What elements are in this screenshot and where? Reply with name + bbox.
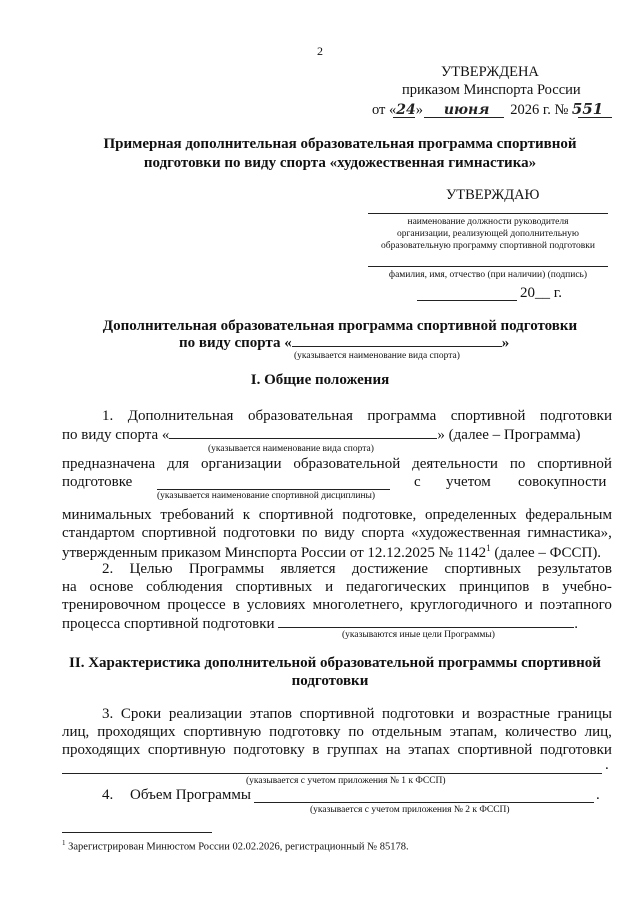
word: принципов <box>459 579 530 595</box>
approval-month: июня <box>443 102 490 118</box>
word: предназначена <box>62 456 156 472</box>
word: подготовки <box>539 742 612 758</box>
word: группах <box>327 742 379 758</box>
p1-line2 <box>62 426 581 444</box>
footnote-mark: 1 <box>62 839 66 847</box>
approval-date-mid: » <box>415 102 424 118</box>
approval-day: 24 <box>396 102 416 118</box>
position-caption-3: образовательную программу спортивной подготовки <box>380 241 595 251</box>
word: спортивную <box>147 742 226 758</box>
p1-line2-prefix: по виду спорта « <box>62 427 170 443</box>
sport-name-blank <box>292 334 502 347</box>
p1-line7-end: (далее – ФССП). <box>490 545 602 561</box>
word: подготовку <box>269 724 341 740</box>
p1-line7 <box>62 543 601 562</box>
goals-blank <box>278 615 574 628</box>
word: этапов <box>249 706 293 722</box>
p1-line4-start: подготовке <box>62 474 133 490</box>
approval-by: приказом Минспорта России <box>402 82 581 98</box>
word: подготовки <box>539 408 612 424</box>
word: по <box>509 456 526 472</box>
word: возрастные <box>477 706 550 722</box>
p1-caption2: (указывается наименование спортивной дисциплины) <box>157 491 376 501</box>
p2-line4-prefix: процесса спортивной подготовки <box>62 616 275 632</box>
word: и <box>325 579 334 595</box>
word: на <box>385 742 401 758</box>
word: образовательной <box>293 456 401 472</box>
word: подготовки <box>223 525 296 541</box>
approval-date-suffix: 2026 г. № <box>510 102 569 118</box>
program-title-caption: (указывается наименование вида спорта) <box>294 351 460 361</box>
volume-blank <box>254 802 594 803</box>
word: на <box>62 579 77 595</box>
footnote-ref[interactable]: 1 <box>486 543 491 553</box>
year-text: 20__ г. <box>520 285 562 301</box>
word: спортивной <box>457 742 533 758</box>
p1-line2-suffix: » (далее – Программа) <box>437 427 581 443</box>
p1-caption1: (указывается наименование вида спорта) <box>208 444 374 454</box>
word: лиц, <box>62 724 90 740</box>
word: спортивную <box>183 724 262 740</box>
p1-line1 <box>102 408 612 425</box>
p1-line5 <box>62 507 612 524</box>
word: «художественная <box>411 525 521 541</box>
number-underline <box>578 117 612 118</box>
p4-number: 4. <box>102 787 114 803</box>
footnote-separator <box>62 832 212 833</box>
p1-line6 <box>62 525 612 542</box>
p2-line4-suffix: . <box>574 616 579 632</box>
word: и <box>524 597 533 613</box>
word: 3. <box>102 706 114 722</box>
word: спорта <box>361 525 405 541</box>
p4-suffix: . <box>596 787 600 803</box>
word: программа <box>367 408 437 424</box>
word: виду <box>324 525 355 541</box>
main-title-line2: подготовки по виду спорта «художественная гимнастика» <box>143 155 537 171</box>
word: проходящих <box>97 724 176 740</box>
word: организации <box>200 456 282 472</box>
p1-line4-mid2: учетом <box>446 474 491 490</box>
word: основе <box>89 579 134 595</box>
p2-caption: (указываются иные цели Программы) <box>342 630 495 640</box>
date-line <box>417 300 517 301</box>
word: образовательная <box>247 408 353 424</box>
sport-name-blank-2 <box>169 426 437 439</box>
word: границы <box>557 706 612 722</box>
word: спортивных <box>235 579 313 595</box>
word: по <box>348 724 364 740</box>
month-underline <box>424 117 504 118</box>
word: федеральным <box>525 507 612 523</box>
approve-title: УТВЕРЖДАЮ <box>446 187 540 203</box>
word: результатов <box>537 561 612 577</box>
p2-line4 <box>62 615 578 633</box>
word: стандартом <box>62 525 135 541</box>
word: соблюдения <box>146 579 223 595</box>
p3-line1 <box>102 706 612 723</box>
position-caption-1: наименование должности руководителя <box>407 217 569 227</box>
word: спортивной <box>141 525 217 541</box>
approval-title: УТВЕРЖДЕНА <box>441 64 539 80</box>
word: подготовку <box>233 742 305 758</box>
p2-line2 <box>62 579 612 596</box>
p3-caption: (указывается с учетом приложения № 1 к ФССП) <box>246 776 446 786</box>
word: Программы <box>188 561 265 577</box>
section2-title-line1: II. Характеристика дополнительной образовательной программы спортивной <box>69 655 601 671</box>
word: и <box>461 706 470 722</box>
word: минимальных <box>62 507 152 523</box>
word: спортивной <box>258 507 334 523</box>
word: 1. <box>102 408 114 424</box>
footnote-text: Зарегистрирован Минюстом России 02.02.2026, регистрационный № 85178. <box>68 841 409 853</box>
p2-line3 <box>62 597 612 614</box>
section2-title-line2: подготовки <box>291 673 369 689</box>
main-title-line1: Примерная дополнительная образовательная программа спортивной <box>103 136 577 152</box>
word: этапах <box>408 742 450 758</box>
word: подготовки <box>381 706 455 722</box>
p1-line4-end: совокупности <box>518 474 607 490</box>
program-title-suffix: » <box>501 335 510 351</box>
name-line <box>368 266 608 267</box>
discipline-blank <box>157 489 390 490</box>
word: определенных <box>425 507 517 523</box>
approval-date-prefix: от « <box>372 102 397 118</box>
word: для <box>167 456 190 472</box>
word: отдельным <box>371 724 442 740</box>
word: реализации <box>168 706 243 722</box>
word: количество <box>505 724 577 740</box>
word: этапам, <box>449 724 498 740</box>
word: многолетнего, <box>312 597 404 613</box>
page-number: 2 <box>317 44 323 58</box>
word: поэтапного <box>539 597 612 613</box>
word: спортивной <box>537 456 612 472</box>
word: лиц, <box>584 724 612 740</box>
word: спортивных <box>444 561 522 577</box>
word: процессе <box>167 597 226 613</box>
word: подготовке, <box>342 507 417 523</box>
program-title-line1: Дополнительная образовательная программа спортивной подготовки <box>102 318 578 334</box>
day-underline <box>393 117 415 118</box>
program-title-prefix: по виду спорта « <box>179 335 292 351</box>
p3-line4-suffix: . <box>605 757 609 773</box>
p3-line2 <box>62 724 612 741</box>
word: Сроки <box>120 706 162 722</box>
position-caption-2: организации, реализующей дополнительную <box>397 229 579 239</box>
word: по <box>301 525 318 541</box>
word: в <box>232 597 240 613</box>
section1-title: I. Общие положения <box>250 372 390 388</box>
word: является <box>280 561 336 577</box>
p1-line3 <box>62 456 612 473</box>
age-limits-blank <box>62 773 602 774</box>
word: проходящих <box>62 742 141 758</box>
word: достижение <box>351 561 429 577</box>
word: тренировочном <box>62 597 161 613</box>
p4-caption: (указывается с учетом приложения № 2 к ФССП) <box>310 805 510 815</box>
word: условиях <box>246 597 306 613</box>
p1-line4-mid: с <box>414 474 421 490</box>
word: Целью <box>129 561 173 577</box>
approval-number: 551 <box>571 100 604 118</box>
word: требований <box>160 507 235 523</box>
program-title-line2 <box>179 334 509 352</box>
word: Дополнительная <box>127 408 234 424</box>
p2-line1 <box>102 561 612 578</box>
p3-line3 <box>62 742 612 759</box>
position-line <box>368 213 608 214</box>
word: в <box>542 579 550 595</box>
p1-line7-text: утвержденным приказом Минспорта России от 12.12.2025 № 1142 <box>62 545 487 561</box>
word: спортивной <box>450 408 526 424</box>
name-caption: фамилия, имя, отчество (при наличии) (подпись) <box>388 270 588 280</box>
word: педагогических <box>345 579 447 595</box>
word: 2. <box>102 561 114 577</box>
word: учебно- <box>562 579 612 595</box>
word: к <box>242 507 251 523</box>
word: в <box>312 742 320 758</box>
footnote <box>62 839 409 853</box>
word: деятельности <box>412 456 498 472</box>
word: гимнастика», <box>527 525 612 541</box>
p4-label: Объем Программы <box>130 787 251 803</box>
word: круглогодичного <box>410 597 518 613</box>
word: спортивной <box>299 706 375 722</box>
